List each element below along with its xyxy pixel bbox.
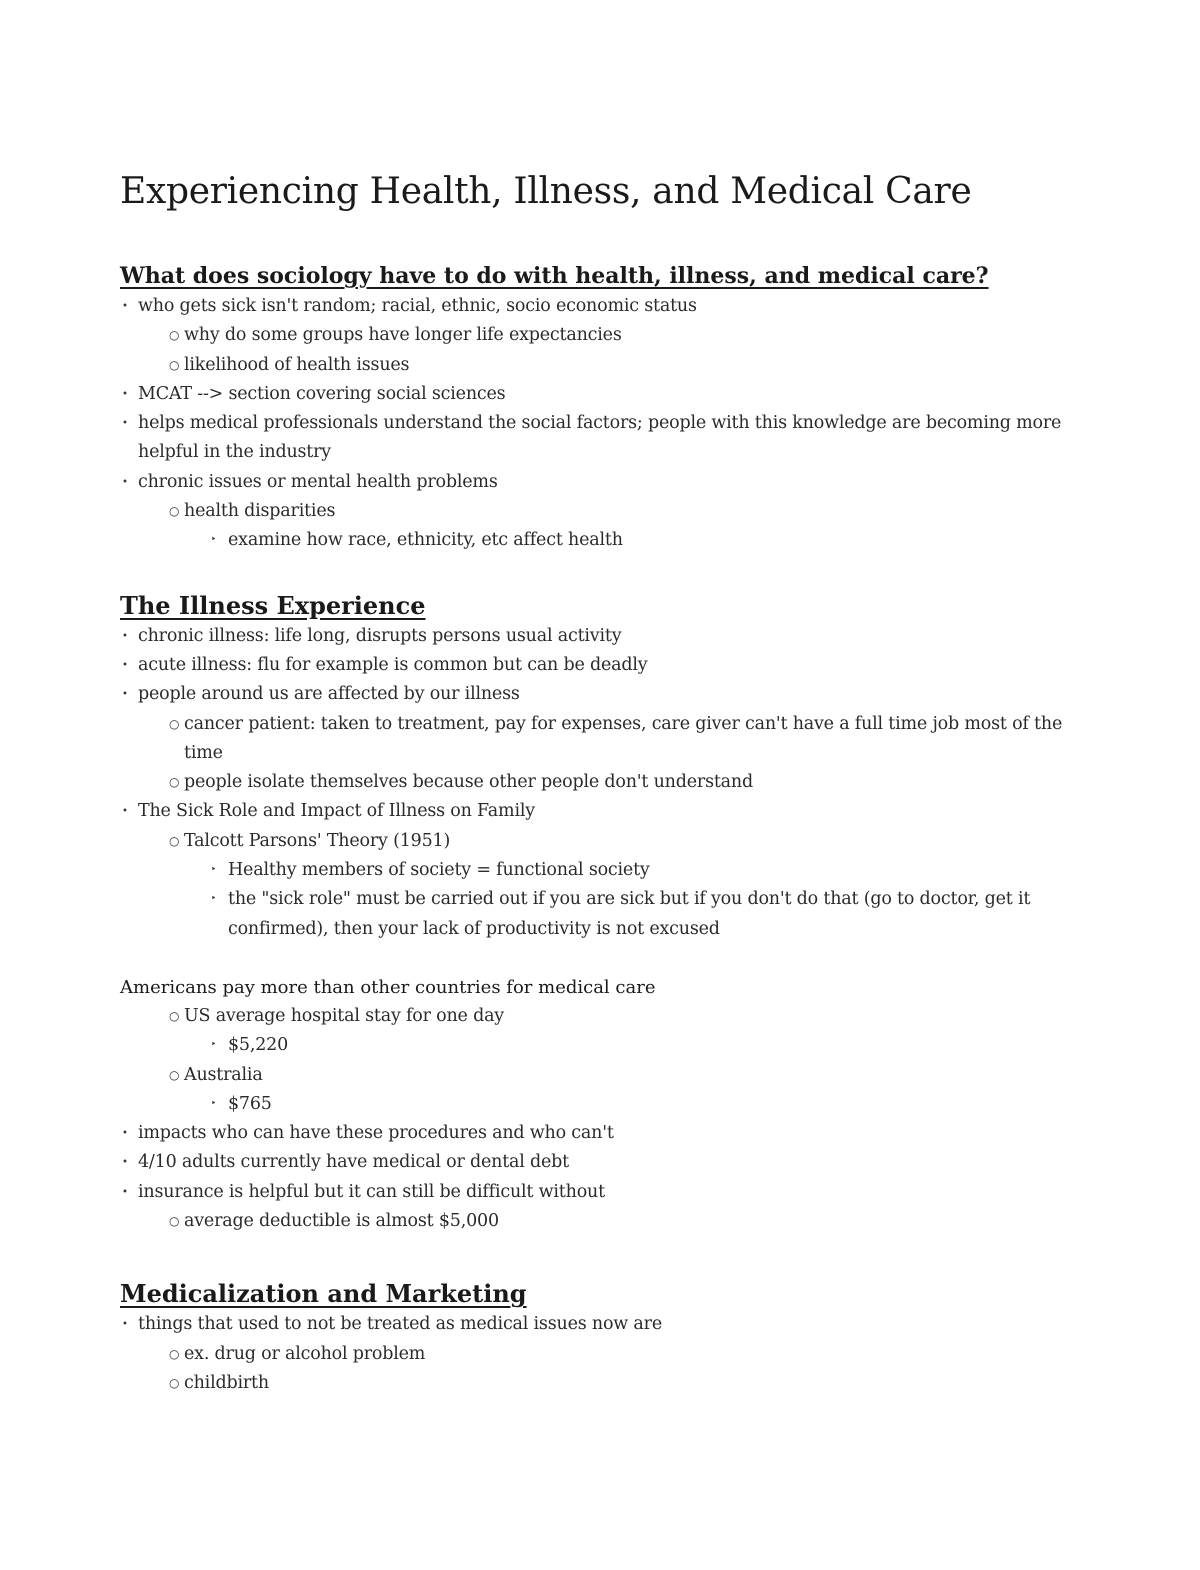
document-page bbox=[120, 168, 1100, 1398]
section-heading-sociology: What does sociology have to do with health, illness, and medical care? bbox=[120, 263, 989, 289]
list-item: ○ why do some groups have longer life expectancies bbox=[120, 321, 1100, 350]
list-item: • impacts who can have these procedures and who can't bbox=[120, 1119, 1100, 1148]
list-item: • The Sick Role and Impact of Illness on Family bbox=[120, 797, 1100, 826]
section-list-medical-costs bbox=[120, 1002, 1100, 1236]
list-item: ○ people isolate themselves because other people don't understand bbox=[120, 768, 1100, 797]
section-list-medicalization bbox=[120, 1310, 1100, 1398]
list-item: ○ cancer patient: taken to treatment, pay for expenses, care giver can't have a full time job most of the time bbox=[120, 710, 1100, 769]
list-item: • chronic issues or mental health problems bbox=[120, 468, 1100, 497]
list-item: ○ likelihood of health issues bbox=[120, 351, 1100, 380]
section-heading-medicalization: Medicalization and Marketing bbox=[120, 1279, 527, 1309]
circle-bullet-icon: ○ bbox=[169, 1346, 180, 1361]
list-item: ○ Australia bbox=[120, 1061, 1100, 1090]
circle-bullet-icon: ○ bbox=[169, 775, 180, 790]
circle-bullet-icon: ○ bbox=[169, 328, 180, 343]
bullet-icon: • bbox=[122, 806, 128, 818]
bullet-icon: • bbox=[122, 301, 128, 312]
list-item: ○ average deductible is almost $5,000 bbox=[120, 1207, 1100, 1236]
section-heading-medical-costs: Americans pay more than other countries for medical care bbox=[120, 976, 656, 998]
list-item: • chronic illness: life long, disrupts persons usual activity bbox=[120, 622, 1100, 651]
list-item: ○ Talcott Parsons' Theory (1951) bbox=[120, 827, 1100, 856]
circle-bullet-icon: ○ bbox=[169, 1008, 180, 1023]
circle-bullet-icon: ○ bbox=[169, 504, 180, 519]
list-item: • acute illness: flu for example is common but can be deadly bbox=[120, 651, 1100, 680]
list-item: ‣ $765 bbox=[120, 1090, 1100, 1119]
document-title: Experiencing Health, Illness, and Medical Care bbox=[120, 171, 972, 212]
list-item: ○ ex. drug or alcohol problem bbox=[120, 1340, 1100, 1369]
circle-bullet-icon: ○ bbox=[169, 1375, 180, 1390]
bullet-icon: • bbox=[122, 476, 128, 488]
list-item: • things that used to not be treated as medical issues now are bbox=[120, 1310, 1100, 1339]
triangle-bullet-icon: ‣ bbox=[211, 865, 217, 876]
circle-bullet-icon: ○ bbox=[169, 716, 180, 731]
triangle-bullet-icon: ‣ bbox=[211, 894, 217, 905]
list-item: ○ health disparities bbox=[120, 497, 1100, 526]
triangle-bullet-icon: ‣ bbox=[211, 1040, 217, 1051]
bullet-icon: • bbox=[122, 659, 128, 671]
list-item: ○ childbirth bbox=[120, 1369, 1100, 1398]
list-item: • insurance is helpful but it can still be difficult without bbox=[120, 1178, 1100, 1207]
list-item: ‣ $5,220 bbox=[120, 1031, 1100, 1060]
list-item: • MCAT --> section covering social sciences bbox=[120, 380, 1100, 409]
list-item: ○ US average hospital stay for one day bbox=[120, 1002, 1100, 1031]
section-list-illness-experience bbox=[120, 622, 1100, 944]
bullet-icon: • bbox=[122, 418, 128, 430]
triangle-bullet-icon: ‣ bbox=[211, 535, 217, 546]
list-item: • 4/10 adults currently have medical or dental debt bbox=[120, 1148, 1100, 1177]
list-item: ‣ the "sick role" must be carried out if you are sick but if you don't do that (go to doctor, get it confirmed), then your lack of productivity is not excused bbox=[120, 885, 1100, 944]
circle-bullet-icon: ○ bbox=[169, 1067, 180, 1082]
circle-bullet-icon: ○ bbox=[169, 357, 180, 372]
list-item: • people around us are affected by our illness bbox=[120, 680, 1100, 709]
section-heading-illness-experience: The Illness Experience bbox=[120, 590, 426, 620]
list-item: ‣ Healthy members of society = functional society bbox=[120, 856, 1100, 885]
list-item: • who gets sick isn't random; racial, ethnic, socio economic status bbox=[120, 292, 1100, 321]
bullet-icon: • bbox=[122, 388, 128, 400]
bullet-icon: • bbox=[122, 1128, 128, 1140]
bullet-icon: • bbox=[122, 1186, 128, 1198]
bullet-icon: • bbox=[122, 689, 128, 701]
list-item: ‣ examine how race, ethnicity, etc affect health bbox=[120, 526, 1100, 555]
bullet-icon: • bbox=[122, 630, 128, 642]
circle-bullet-icon: ○ bbox=[169, 1214, 180, 1229]
circle-bullet-icon: ○ bbox=[169, 833, 180, 848]
triangle-bullet-icon: ‣ bbox=[211, 1098, 217, 1109]
section-list-sociology bbox=[120, 292, 1100, 556]
bullet-icon: • bbox=[122, 1319, 128, 1331]
bullet-icon: • bbox=[122, 1157, 128, 1169]
list-item: • helps medical professionals understand the social factors; people with this knowledge are becoming more helpful in the industry bbox=[120, 409, 1100, 468]
